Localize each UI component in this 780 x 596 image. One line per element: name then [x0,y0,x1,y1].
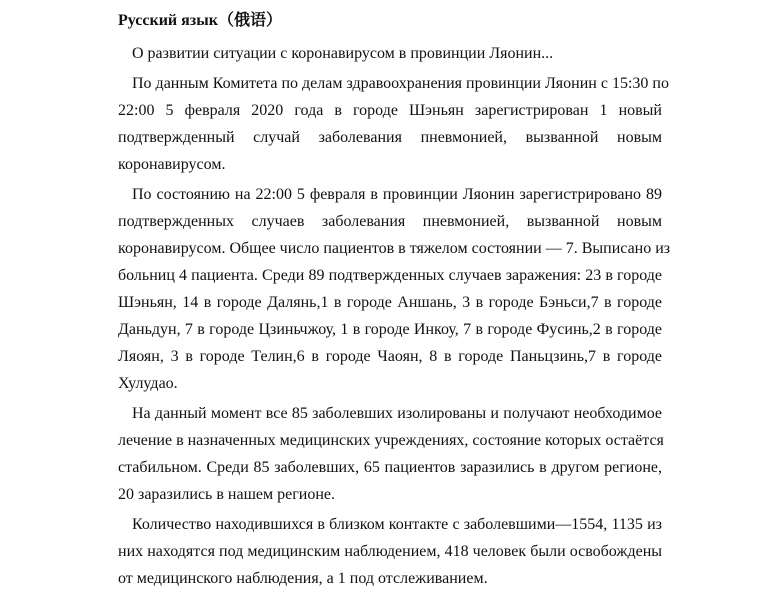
paragraph-line: подтвержденных случаев заболевания пневмонией, вызванной новым [118,213,662,230]
paragraph-line: По данным Комитета по делам здравоохранения провинции Ляонин с 15:30 по [132,75,669,92]
paragraph-contacts [118,511,662,592]
paragraph-line: Хулудао. [118,375,178,392]
paragraph-line: Ляоян, 3 в городе Телин,6 в городе Чаоян, 8 в городе Паньцзинь,7 в городе [118,348,662,365]
paragraph-line: стабильном. Среди 85 заболевших, 65 пациентов заразились в другом регионе, [118,459,662,476]
paragraph-line: 22:00 5 февраля 2020 года в городе Шэньян зарегистрирован 1 новый [118,102,662,119]
paragraph-line: коронавирусом. Общее число пациентов в тяжелом состоянии — 7. Выписано из [118,240,671,257]
paragraph-isolation [118,400,662,508]
paragraph-new-case [118,70,669,178]
paragraph-intro [118,40,662,67]
paragraph-line: коронавирусом. [118,156,226,173]
paragraph-line: О развитии ситуации с коронавирусом в провинции Ляонин... [132,45,554,62]
document-heading: Русский язык（俄语） [118,12,282,29]
paragraph-line: лечение в назначенных медицинских учреждениях, состояние которых остаётся [118,432,664,449]
paragraph-line: По состоянию на 22:00 5 февраля в провинции Ляонин зарегистрировано 89 [132,186,662,203]
paragraph-line: подтвержденный случай заболевания пневмонией, вызванной новым [118,129,662,146]
document-body [118,8,671,595]
paragraph-statistics [118,181,671,397]
paragraph-line: них находятся под медицинским наблюдением, 418 человек были освобождены [118,543,662,560]
paragraph-line: больниц 4 пациента. Среди 89 подтвержденных случаев заражения: 23 в городе [118,267,662,284]
paragraph-line: На данный момент все 85 заболевших изолированы и получают необходимое [132,405,662,422]
paragraph-line: 20 заразились в нашем регионе. [118,486,336,503]
paragraph-line: Количество находившихся в близком контакте с заболевшими—1554, 1135 из [132,516,662,533]
paragraph-line: Даньдун, 7 в городе Цзиньчжоу, 1 в городе Инкоу, 7 в городе Фусинь,2 в городе [118,321,662,338]
paragraph-line: Шэньян, 14 в городе Далянь,1 в городе Аншань, 3 в городе Бэньси,7 в городе [118,294,662,311]
paragraph-line: от медицинского наблюдения, а 1 под отслеживанием. [118,570,488,587]
